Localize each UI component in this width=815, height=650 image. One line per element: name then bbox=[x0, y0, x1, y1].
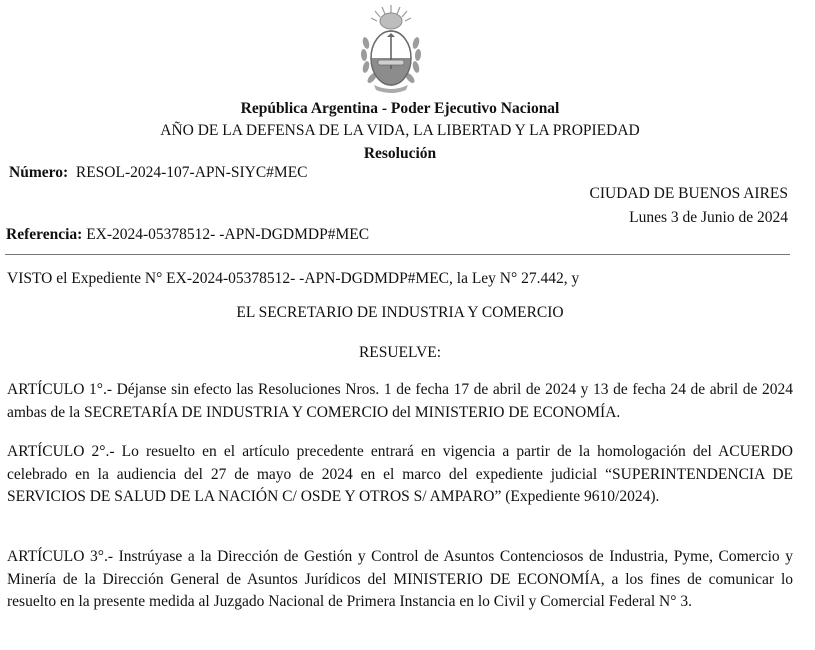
article-1 bbox=[7, 379, 793, 424]
date: Lunes 3 de Junio de 2024 bbox=[629, 209, 788, 226]
article-2 bbox=[7, 441, 793, 509]
numero-label: Número: bbox=[9, 164, 69, 181]
authority-title: EL SECRETARIO DE INDUSTRIA Y COMERCIO bbox=[236, 304, 564, 321]
numero-value: RESOL-2024-107-APN-SIYC#MEC bbox=[75, 164, 308, 181]
resuelve-heading: RESUELVE: bbox=[358, 344, 442, 361]
article-3-text: ARTÍCULO 3°.- Instrúyase a la Dirección de Gestión y Control de Asuntos Contenciosos de Industria, Pyme, Comercio y Minería de la Dirección General de Asuntos Jurídicos del MINISTERIO DE ECONOMÍA, a los fines de comunicar lo resuelto en la presente medida al Juzgado Nacional de Primera Instancia en lo Civil y Comercial Federal N° 3. bbox=[7, 548, 793, 610]
header-divider bbox=[5, 254, 790, 255]
reference bbox=[6, 226, 369, 244]
article-3 bbox=[7, 546, 793, 614]
header-government: República Argentina - Poder Ejecutivo Nacional bbox=[240, 100, 560, 117]
referencia-value: EX-2024-05378512- -APN-DGDMDP#MEC bbox=[86, 226, 370, 243]
resolution-number bbox=[9, 164, 308, 182]
article-2-text: ARTÍCULO 2°.- Lo resuelto en el artículo precedente entrará en vigencia a partir de la homologación del ACUERDO celebrado en la audiencia del 27 de mayo de 2024 en el marco del expediente judicial “SUPERINTENDENCIA DE SERVICIOS DE SALUD DE LA NACIÓN C/ OSDE Y OTROS S/ AMPARO” (Expediente 9610/2024). bbox=[7, 443, 793, 505]
city: CIUDAD DE BUENOS AIRES bbox=[589, 185, 788, 202]
article-1-text: ARTÍCULO 1°.- Déjanse sin efecto las Resoluciones Nros. 1 de fecha 17 de abril de 2024 y 13 de fecha 24 de abril de 2024 ambas de la SECRETARÍA DE INDUSTRIA Y COMERCIO del MINISTERIO DE ECONOMÍA. bbox=[7, 381, 793, 421]
visto-paragraph: VISTO el Expediente N° EX-2024-05378512- -APN-DGDMDP#MEC, la Ley N° 27.442, y bbox=[7, 270, 580, 287]
coat-of-arms-icon bbox=[358, 3, 424, 95]
header-year-motto: AÑO DE LA DEFENSA DE LA VIDA, LA LIBERTAD Y LA PROPIEDAD bbox=[160, 122, 640, 139]
document-type: Resolución bbox=[363, 145, 437, 162]
referencia-label: Referencia: bbox=[6, 226, 83, 243]
